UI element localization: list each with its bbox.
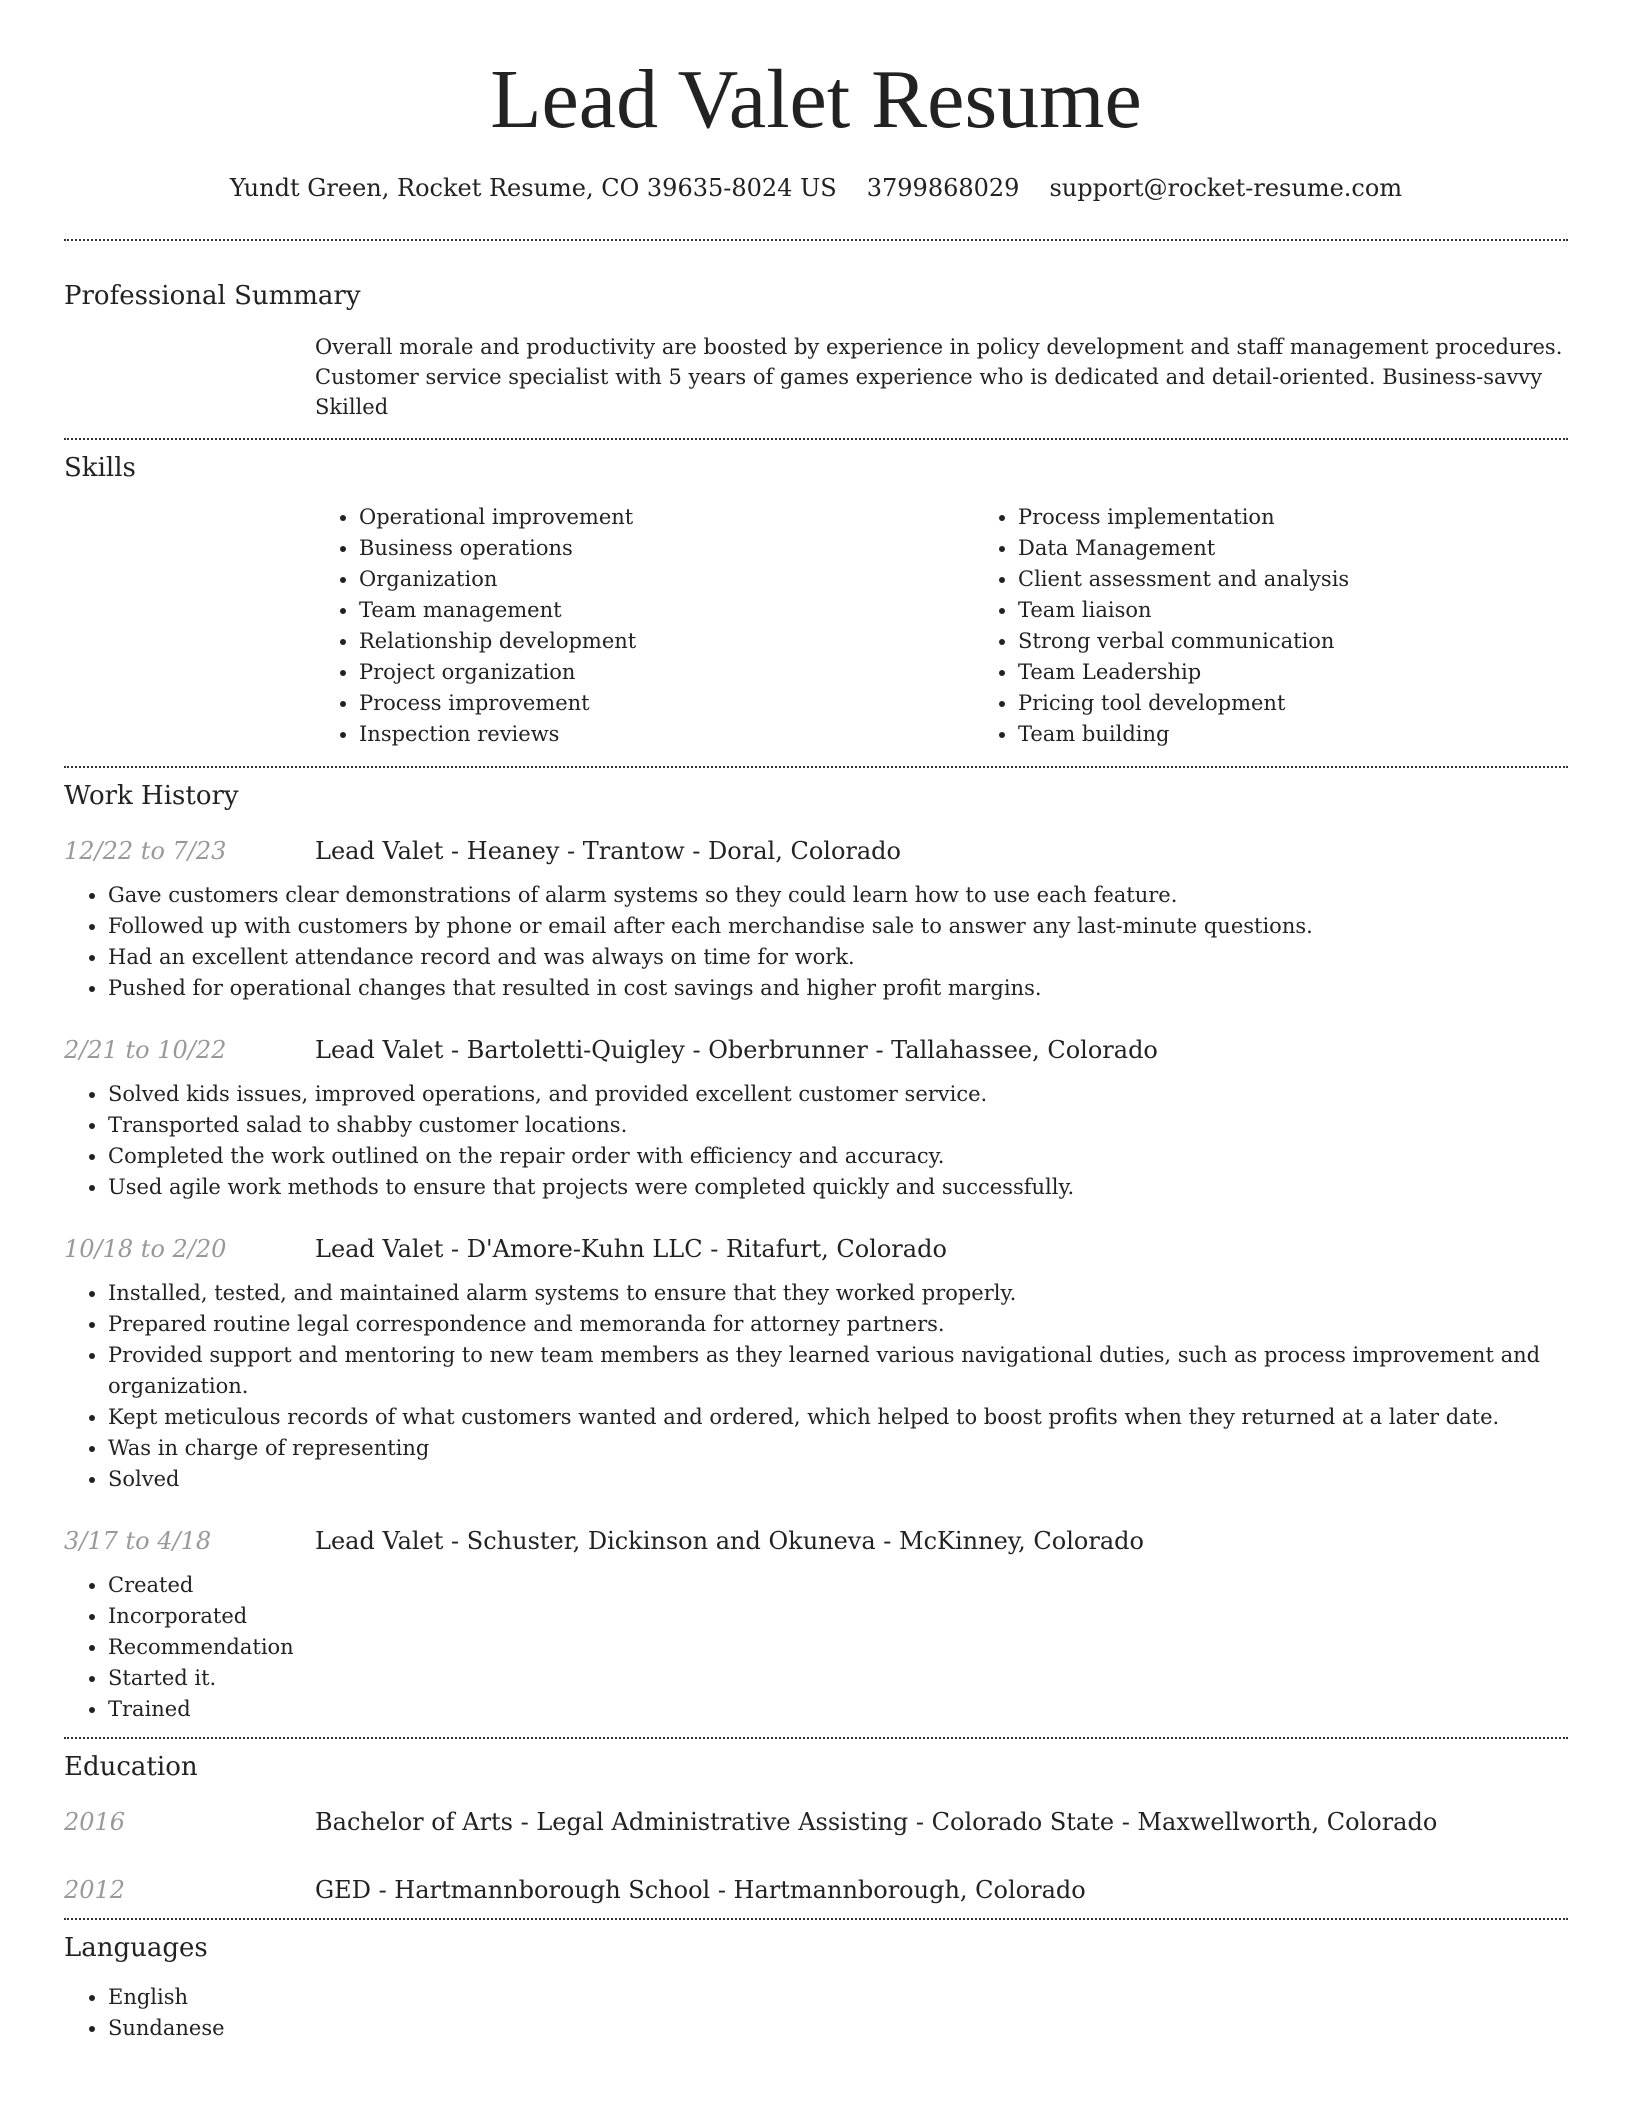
education-text: GED - Hartmannborough School - Hartmannborough, Colorado [315, 1876, 1086, 1904]
job-heading: Lead Valet - D'Amore-Kuhn LLC - Ritafurt, Colorado [315, 1235, 947, 1263]
contact-phone: 3799868029 [866, 174, 1020, 202]
language-item: • English [108, 1982, 1568, 2013]
job-bullet: • Incorporated [108, 1601, 1568, 1632]
section-title-summary: Professional Summary [64, 281, 361, 311]
job-bullet: • Gave customers clear demonstrations of alarm systems so they could learn how to use each feature. [108, 880, 1568, 911]
job-bullet: • Prepared routine legal correspondence and memoranda for attorney partners. [108, 1309, 1568, 1340]
section-title-education: Education [64, 1752, 198, 1782]
job-bullets [64, 1278, 1568, 1495]
job-bullet: • Had an excellent attendance record and was always on time for work. [108, 942, 1568, 973]
job-entry [64, 1525, 1568, 1725]
job-bullet: • Provided support and mentoring to new team members as they learned various navigational duties, such as process improvement and organization. [108, 1340, 1568, 1402]
job-date: 10/18 to 2/20 [64, 1235, 227, 1263]
skill-item: • Organization [359, 564, 974, 595]
job-entry [64, 1034, 1568, 1203]
summary-text [315, 332, 1568, 422]
job-bullet: • Trained [108, 1694, 1568, 1725]
skill-item: • Data Management [1018, 533, 1632, 564]
education-year: 2012 [64, 1876, 126, 1904]
skills-section [64, 451, 1568, 750]
education-entry [64, 1806, 1568, 1874]
skill-item: • Team building [1018, 719, 1632, 750]
job-bullet: • Was in charge of representing [108, 1433, 1568, 1464]
job-bullets [64, 1079, 1568, 1203]
contact-line [64, 172, 1568, 204]
summary-line: Customer service specialist with 5 years of games experience who is dedicated and detail-oriented. Business-savvy Skilled [315, 365, 1543, 419]
skills-list-left [315, 502, 974, 750]
skill-item: • Operational improvement [359, 502, 974, 533]
job-date: 3/17 to 4/18 [64, 1527, 212, 1555]
job-bullet: • Started it. [108, 1663, 1568, 1694]
divider [64, 766, 1568, 768]
job-heading: Lead Valet - Schuster, Dickinson and Okuneva - McKinney, Colorado [315, 1527, 1144, 1555]
job-bullet: • Kept meticulous records of what customers wanted and ordered, which helped to boost profits when they returned at a later date. [108, 1402, 1568, 1433]
job-bullet: • Transported salad to shabby customer locations. [108, 1110, 1568, 1141]
job-bullet: • Solved [108, 1464, 1568, 1495]
summary-line: Overall morale and productivity are boosted by experience in policy development and staff management procedures. [315, 335, 1563, 359]
job-bullets [64, 1570, 1568, 1725]
section-title-skills: Skills [64, 453, 136, 483]
job-bullet: • Completed the work outlined on the repair order with efficiency and accuracy. [108, 1141, 1568, 1172]
education-year: 2016 [64, 1808, 126, 1836]
education-text: Bachelor of Arts - Legal Administrative Assisting - Colorado State - Maxwellworth, Colorado [315, 1808, 1438, 1836]
job-heading: Lead Valet - Heaney - Trantow - Doral, Colorado [315, 837, 901, 865]
skills-list-right [974, 502, 1632, 750]
skill-item: • Strong verbal communication [1018, 626, 1632, 657]
job-bullet: • Solved kids issues, improved operations, and provided excellent customer service. [108, 1079, 1568, 1110]
job-heading: Lead Valet - Bartoletti-Quigley - Oberbrunner - Tallahassee, Colorado [315, 1036, 1158, 1064]
languages-list [64, 1982, 1568, 2044]
skill-item: • Relationship development [359, 626, 974, 657]
job-bullet: • Installed, tested, and maintained alarm systems to ensure that they worked properly. [108, 1278, 1568, 1309]
education-section [64, 1750, 1568, 1942]
job-entry [64, 1233, 1568, 1495]
languages-section [64, 1931, 1568, 2044]
job-bullet: • Recommendation [108, 1632, 1568, 1663]
skill-item: • Process implementation [1018, 502, 1632, 533]
divider [64, 1737, 1568, 1739]
section-title-work-history: Work History [64, 781, 239, 811]
resume-title: Lead Valet Resume [490, 53, 1142, 146]
job-bullet: • Used agile work methods to ensure that projects were completed quickly and successfully. [108, 1172, 1568, 1203]
section-title-languages: Languages [64, 1933, 208, 1963]
job-entry [64, 835, 1568, 1004]
skills-columns [315, 502, 1568, 750]
skill-item: • Process improvement [359, 688, 974, 719]
summary-section [64, 279, 1568, 422]
skill-item: • Pricing tool development [1018, 688, 1632, 719]
job-bullet: • Followed up with customers by phone or email after each merchandise sale to answer any last-minute questions. [108, 911, 1568, 942]
work-history-section [64, 779, 1568, 1725]
language-item: • Sundanese [108, 2013, 1568, 2044]
skill-item: • Team management [359, 595, 974, 626]
job-date: 12/22 to 7/23 [64, 837, 227, 865]
contact-address: Yundt Green, Rocket Resume, CO 39635-8024 US [229, 174, 837, 202]
job-date: 2/21 to 10/22 [64, 1036, 227, 1064]
skill-item: • Client assessment and analysis [1018, 564, 1632, 595]
skill-item: • Business operations [359, 533, 974, 564]
contact-email: support@rocket-resume.com [1049, 174, 1403, 202]
job-bullet: • Pushed for operational changes that resulted in cost savings and higher profit margins. [108, 973, 1568, 1004]
job-bullets [64, 880, 1568, 1004]
divider [64, 438, 1568, 440]
skill-item: • Team Leadership [1018, 657, 1632, 688]
job-bullet: • Created [108, 1570, 1568, 1601]
skill-item: • Inspection reviews [359, 719, 974, 750]
skill-item: • Project organization [359, 657, 974, 688]
divider [64, 239, 1568, 241]
skill-item: • Team liaison [1018, 595, 1632, 626]
